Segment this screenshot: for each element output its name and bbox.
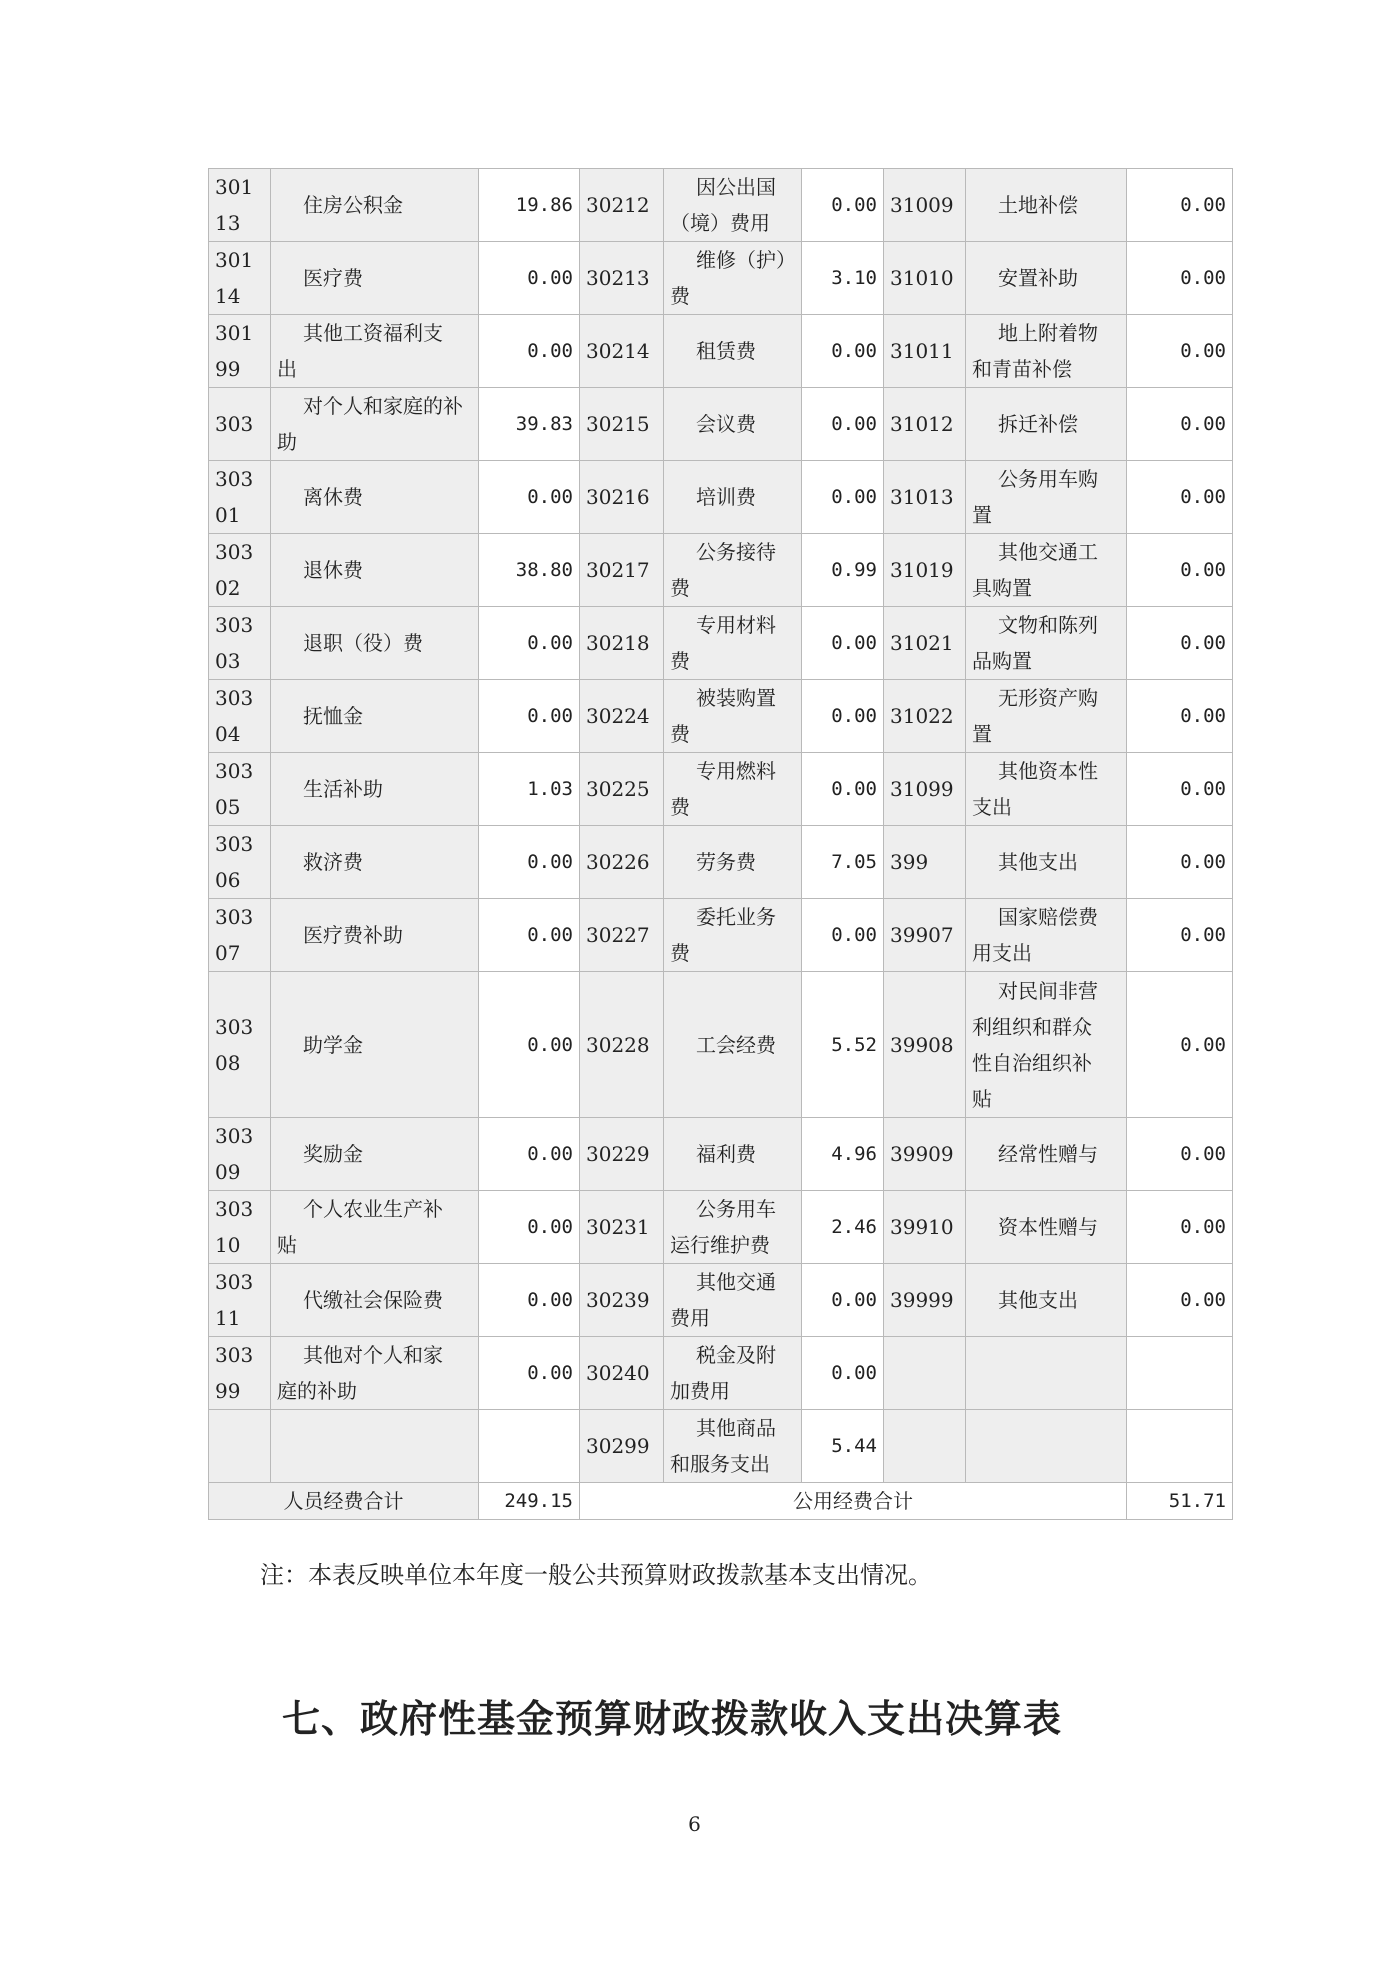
cell-code: 303 [209, 388, 271, 461]
cell-code: 30299 [580, 1410, 664, 1483]
cell-name: 医疗费 [271, 242, 479, 315]
cell-name: 医疗费补助 [271, 899, 479, 972]
cell-name: 土地补偿 [966, 169, 1127, 242]
cell-name [966, 1410, 1127, 1483]
cell-name: 委托业务 费 [664, 899, 802, 972]
cell-code: 39999 [884, 1264, 966, 1337]
cell-code: 30218 [580, 607, 664, 680]
cell-code: 30239 [580, 1264, 664, 1337]
cell-name: 维修（护） 费 [664, 242, 802, 315]
cell-name: 其他对个人和家 庭的补助 [271, 1337, 479, 1410]
cell-val: 0.00 [1127, 534, 1233, 607]
cell-val: 0.00 [479, 826, 580, 899]
section-title: 七、政府性基金预算财政拨款收入支出决算表 [282, 1697, 1063, 1741]
cell-val: 0.00 [802, 315, 884, 388]
cell-name: 抚恤金 [271, 680, 479, 753]
cell-code: 30228 [580, 972, 664, 1118]
cell-code: 39909 [884, 1118, 966, 1191]
cell-val: 0.00 [802, 169, 884, 242]
cell-val: 0.00 [802, 680, 884, 753]
cell-val: 0.99 [802, 534, 884, 607]
cell-val: 0.00 [1127, 242, 1233, 315]
table-row [209, 899, 1233, 972]
basic-expenditure-table [208, 168, 1233, 1520]
table-row [209, 753, 1233, 826]
cell-name: 其他交通 费用 [664, 1264, 802, 1337]
cell-code: 303 06 [209, 826, 271, 899]
cell-val: 0.00 [1127, 1191, 1233, 1264]
cell-code: 31013 [884, 461, 966, 534]
cell-name: 救济费 [271, 826, 479, 899]
cell-name: 租赁费 [664, 315, 802, 388]
cell-val: 0.00 [479, 1264, 580, 1337]
cell-code: 31099 [884, 753, 966, 826]
cell-name: 对民间非营 利组织和群众 性自治组织补 贴 [966, 972, 1127, 1118]
cell-code: 31010 [884, 242, 966, 315]
page-number: 6 [688, 1812, 701, 1836]
cell-name: 其他支出 [966, 1264, 1127, 1337]
table-row [209, 607, 1233, 680]
cell-val: 0.00 [479, 1337, 580, 1410]
cell-name: 拆迁补偿 [966, 388, 1127, 461]
cell-name: 其他交通工 具购置 [966, 534, 1127, 607]
cell-name [271, 1410, 479, 1483]
cell-name: 培训费 [664, 461, 802, 534]
cell-code: 39907 [884, 899, 966, 972]
cell-name: 资本性赠与 [966, 1191, 1127, 1264]
table-row [209, 388, 1233, 461]
cell-code: 301 14 [209, 242, 271, 315]
cell-name: 其他资本性 支出 [966, 753, 1127, 826]
cell-val: 5.52 [802, 972, 884, 1118]
cell-name: 奖励金 [271, 1118, 479, 1191]
cell-code: 31019 [884, 534, 966, 607]
cell-name: 其他支出 [966, 826, 1127, 899]
cell-code [884, 1410, 966, 1483]
cell-name: 经常性赠与 [966, 1118, 1127, 1191]
cell-val: 1.03 [479, 753, 580, 826]
table-row [209, 534, 1233, 607]
cell-code: 303 02 [209, 534, 271, 607]
totals-row [209, 1483, 1233, 1520]
table-row [209, 972, 1233, 1118]
cell-val: 0.00 [1127, 461, 1233, 534]
cell-val: 2.46 [802, 1191, 884, 1264]
cell-code: 303 11 [209, 1264, 271, 1337]
cell-val: 0.00 [1127, 826, 1233, 899]
table-row [209, 1410, 1233, 1483]
cell-val: 0.00 [802, 607, 884, 680]
cell-val: 0.00 [479, 315, 580, 388]
cell-name: 退休费 [271, 534, 479, 607]
cell-name: 被装购置 费 [664, 680, 802, 753]
cell-name: 安置补助 [966, 242, 1127, 315]
cell-code [209, 1410, 271, 1483]
cell-code: 30217 [580, 534, 664, 607]
cell-name: 税金及附 加费用 [664, 1337, 802, 1410]
cell-code: 30224 [580, 680, 664, 753]
cell-val: 0.00 [1127, 169, 1233, 242]
cell-name: 公务接待 费 [664, 534, 802, 607]
cell-code: 31011 [884, 315, 966, 388]
cell-name: 文物和陈列 品购置 [966, 607, 1127, 680]
cell-name: 其他工资福利支 出 [271, 315, 479, 388]
cell-code: 30214 [580, 315, 664, 388]
cell-code: 31022 [884, 680, 966, 753]
cell-val: 0.00 [802, 461, 884, 534]
cell-val: 0.00 [1127, 607, 1233, 680]
cell-name: 因公出国 （境）费用 [664, 169, 802, 242]
cell-val: 0.00 [802, 899, 884, 972]
cell-val: 0.00 [479, 242, 580, 315]
cell-val [479, 1410, 580, 1483]
cell-code: 303 07 [209, 899, 271, 972]
cell-val: 7.05 [802, 826, 884, 899]
table-row [209, 1264, 1233, 1337]
cell-val: 0.00 [479, 607, 580, 680]
cell-val: 0.00 [1127, 1264, 1233, 1337]
table-row [209, 680, 1233, 753]
cell-val: 0.00 [802, 388, 884, 461]
cell-val: 39.83 [479, 388, 580, 461]
cell-name: 生活补助 [271, 753, 479, 826]
cell-code [884, 1337, 966, 1410]
table-note: 注：本表反映单位本年度一般公共预算财政拨款基本支出情况。 [260, 1561, 932, 1589]
cell-code: 303 04 [209, 680, 271, 753]
cell-name: 会议费 [664, 388, 802, 461]
cell-code: 39908 [884, 972, 966, 1118]
cell-val: 0.00 [1127, 899, 1233, 972]
cell-code: 301 99 [209, 315, 271, 388]
cell-code: 31009 [884, 169, 966, 242]
cell-code: 30212 [580, 169, 664, 242]
table-row [209, 461, 1233, 534]
table-row [209, 1337, 1233, 1410]
cell-code: 303 03 [209, 607, 271, 680]
cell-val: 0.00 [479, 680, 580, 753]
personnel-total-value: 249.15 [479, 1483, 580, 1520]
cell-name: 劳务费 [664, 826, 802, 899]
cell-name: 专用燃料 费 [664, 753, 802, 826]
cell-val: 0.00 [479, 899, 580, 972]
cell-val: 0.00 [1127, 753, 1233, 826]
cell-val: 0.00 [479, 1191, 580, 1264]
personnel-total-label: 人员经费合计 [209, 1483, 479, 1520]
cell-code: 303 10 [209, 1191, 271, 1264]
cell-val: 0.00 [1127, 388, 1233, 461]
cell-name: 国家赔偿费 用支出 [966, 899, 1127, 972]
cell-name: 对个人和家庭的补 助 [271, 388, 479, 461]
cell-code: 303 09 [209, 1118, 271, 1191]
cell-val: 19.86 [479, 169, 580, 242]
cell-val: 38.80 [479, 534, 580, 607]
public-total-label: 公用经费合计 [580, 1483, 1127, 1520]
cell-name: 专用材料 费 [664, 607, 802, 680]
table-row [209, 826, 1233, 899]
cell-val: 0.00 [802, 753, 884, 826]
table-row [209, 315, 1233, 388]
cell-code: 39910 [884, 1191, 966, 1264]
cell-code: 30226 [580, 826, 664, 899]
cell-val: 0.00 [802, 1264, 884, 1337]
cell-name: 住房公积金 [271, 169, 479, 242]
cell-name: 公务用车 运行维护费 [664, 1191, 802, 1264]
cell-code: 30240 [580, 1337, 664, 1410]
table-row [209, 1191, 1233, 1264]
cell-val: 0.00 [479, 1118, 580, 1191]
cell-code: 301 13 [209, 169, 271, 242]
cell-val: 0.00 [1127, 1118, 1233, 1191]
cell-name [966, 1337, 1127, 1410]
cell-val: 0.00 [802, 1337, 884, 1410]
cell-val: 0.00 [479, 461, 580, 534]
cell-val [1127, 1410, 1233, 1483]
cell-code: 30215 [580, 388, 664, 461]
cell-name: 地上附着物 和青苗补偿 [966, 315, 1127, 388]
cell-name: 福利费 [664, 1118, 802, 1191]
cell-code: 31012 [884, 388, 966, 461]
cell-code: 303 08 [209, 972, 271, 1118]
cell-code: 303 01 [209, 461, 271, 534]
cell-val: 5.44 [802, 1410, 884, 1483]
cell-code: 30229 [580, 1118, 664, 1191]
table-row [209, 242, 1233, 315]
cell-name: 工会经费 [664, 972, 802, 1118]
cell-code: 30216 [580, 461, 664, 534]
cell-val: 0.00 [1127, 680, 1233, 753]
cell-name: 助学金 [271, 972, 479, 1118]
cell-name: 无形资产购 置 [966, 680, 1127, 753]
cell-name: 离休费 [271, 461, 479, 534]
cell-code: 30227 [580, 899, 664, 972]
cell-val: 0.00 [479, 972, 580, 1118]
cell-code: 303 99 [209, 1337, 271, 1410]
cell-name: 代缴社会保险费 [271, 1264, 479, 1337]
cell-val [1127, 1337, 1233, 1410]
table-row [209, 1118, 1233, 1191]
cell-name: 公务用车购 置 [966, 461, 1127, 534]
cell-val: 3.10 [802, 242, 884, 315]
cell-code: 30225 [580, 753, 664, 826]
cell-name: 其他商品 和服务支出 [664, 1410, 802, 1483]
cell-name: 退职（役）费 [271, 607, 479, 680]
cell-val: 0.00 [1127, 315, 1233, 388]
cell-val: 0.00 [1127, 972, 1233, 1118]
cell-code: 30231 [580, 1191, 664, 1264]
table-row [209, 169, 1233, 242]
cell-code: 30213 [580, 242, 664, 315]
cell-code: 399 [884, 826, 966, 899]
cell-code: 303 05 [209, 753, 271, 826]
cell-val: 4.96 [802, 1118, 884, 1191]
public-total-value: 51.71 [1127, 1483, 1233, 1520]
cell-name: 个人农业生产补 贴 [271, 1191, 479, 1264]
cell-code: 31021 [884, 607, 966, 680]
